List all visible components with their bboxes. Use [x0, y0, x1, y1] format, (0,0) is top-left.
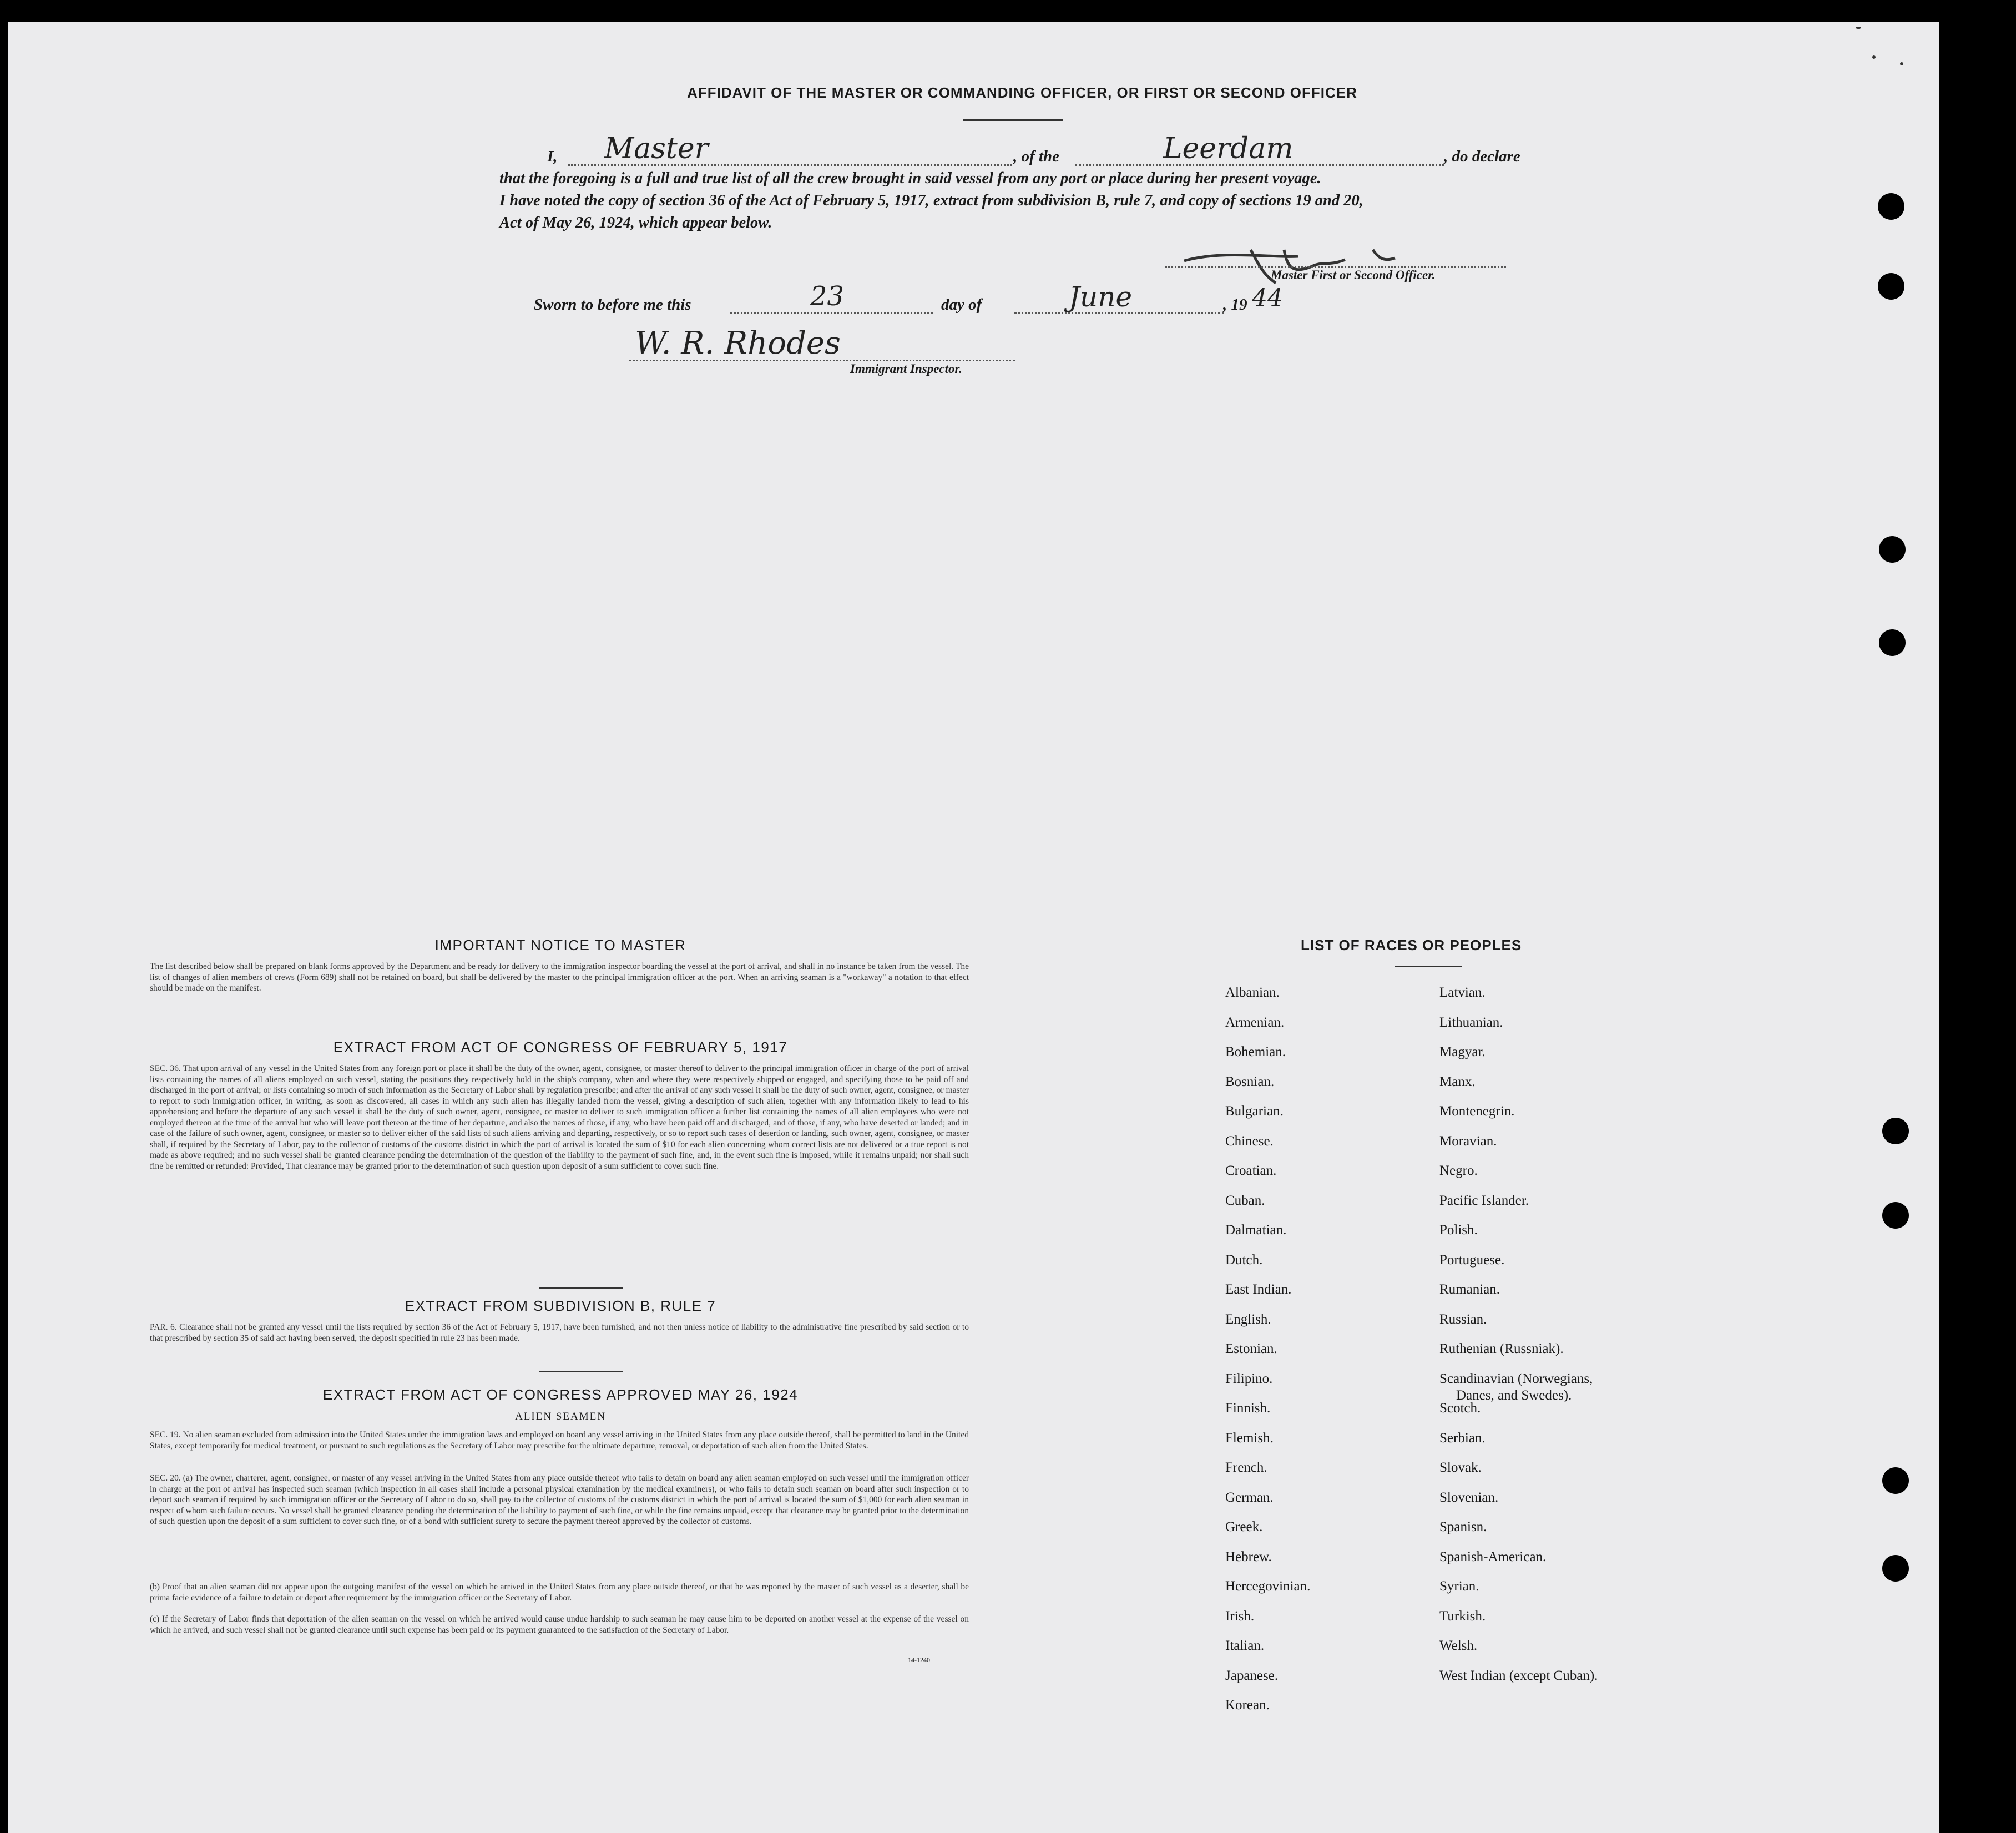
race-item: Magyar. [1439, 1044, 1486, 1059]
i-label: I, [547, 148, 558, 165]
race-item: Spanish-American. [1439, 1549, 1547, 1564]
race-item: Bohemian. [1225, 1044, 1286, 1059]
punch-hole [1879, 629, 1906, 656]
race-item: Scotch. [1439, 1401, 1481, 1416]
extract-1924-sec20c: (c) If the Secretary of Labor finds that deportation of the alien seaman on the vessel on which he arrived would cause undue hardship to such seaman he may cause him to be deported on another vessel at the expense of the vessel on which he arrived, and such vessel shall not be granted clearance until such expense has been paid or its payment guaranteed to the satisfaction of the Secretary of Labor. [150, 1614, 969, 1635]
extract-rule7-text: PAR. 6. Clearance shall not be granted any vessel until the lists required by section 36 of the Act of February 5, 1917, have been furnished, and not then unless notice of liability to the administrative fine prescribed by said section or to that prescribed by section 35 of said act having been served, the deposit specified in rule 23 has been made. [150, 1322, 969, 1343]
day-of-label: day of [941, 296, 982, 314]
extract-1917-text: SEC. 36. That upon arrival of any vessel in the United States from any foreign port or place it shall be the duty of the owner, agent, consignee, or master thereof to deliver to the principal immigration officer in charge of the port of arrival lists containing the names of all aliens employed on such vessel, stating the positions they respectively hold in the ship's company, when and where they were respectively shipped or engaged, and specifying those to be paid off and discharged in the port of arrival; or lists containing so much of such information as the Secretary of Labor shall by regulation prescribe; and after the arrival of any such vessel it shall be the duty of such owner, agent, consignee, or master to report to such immigration officer, in writing, as soon as discovered, all cases in which any such alien has illegally landed from the vessel, giving a description of such alien, together with any information likely to lead to his apprehension; and before the departure of any such vessel it shall be the duty of such owner, agent, consignee, or master to deliver to such immigration officer a further list containing the names of all alien employees who were not employed thereon at the time of the arrival but who will leave port thereon at the time of her departure, and also the names of those, if any, who have been paid off and discharged, and of those, if any, who have deserted or landed; and in case of the failure of such owner, agent, consignee, or master so to deliver either of the said lists of such aliens arriving and departing, respectively, or so to report such cases of desertion or landing, such owner, agent, consignee, or master shall, if required by the Secretary of Labor, pay to the collector of customs of the customs district in which the port of arrival is located the sum of $10 for each alien concerning whom correct lists are not delivered or a true report is not made as above required; and no such vessel shall be granted clearance pending the determination of the question of the liability to the payment of such fine, and, in the event such fine is imposed, while it remains unpaid; nor shall such fine be remitted or refunded: Provided, That clearance may be granted prior to the determination of such question upon deposit of a sum sufficient to cover such fine. [150, 1064, 969, 1171]
statement-line-1: that the foregoing is a full and true list of all the crew brought in said vessel from any port or place during her present voyage. [499, 170, 1321, 187]
race-item: Lithuanian. [1439, 1014, 1503, 1030]
race-item: German. [1225, 1489, 1274, 1505]
race-item: Scandinavian (Norwegians, [1439, 1371, 1593, 1386]
handwritten-vessel: Leerdam [1163, 132, 1294, 165]
extract-1924-title: EXTRACT FROM ACT OF CONGRESS APPROVED MAY 26, 1924 [322, 1386, 799, 1403]
scan-speck [1872, 55, 1876, 59]
race-item: Danes, and Swedes). [1456, 1387, 1572, 1403]
race-item: Montenegrin. [1439, 1104, 1515, 1119]
race-item: Chinese. [1225, 1133, 1274, 1149]
form-number: 14-1240 [908, 1656, 930, 1664]
document-page [8, 22, 1939, 1833]
scan-speck [1856, 27, 1861, 29]
handwritten-year: 44 [1252, 284, 1283, 312]
officer-caption: Master First or Second Officer. [1271, 268, 1436, 282]
race-item: Croatian. [1225, 1163, 1277, 1178]
notice-title: IMPORTANT NOTICE TO MASTER [434, 937, 686, 953]
sworn-label: Sworn to before me this [534, 296, 691, 314]
punch-hole [1882, 1202, 1909, 1229]
race-item: West Indian (except Cuban). [1439, 1668, 1598, 1683]
race-item: Irish. [1225, 1608, 1255, 1624]
handwritten-day: 23 [810, 281, 845, 312]
races-title: LIST OF RACES OR PEOPLES [1301, 937, 1522, 953]
of-the-label: , of the [1013, 148, 1059, 165]
race-item: East Indian. [1225, 1282, 1292, 1297]
race-item: Bulgarian. [1225, 1104, 1284, 1119]
extract-1917-title: EXTRACT FROM ACT OF CONGRESS OF FEBRUARY 5, 1917 [333, 1039, 788, 1056]
race-item: Armenian. [1225, 1014, 1285, 1030]
extract-1924-sec20b: (b) Proof that an alien seaman did not appear upon the outgoing manifest of the vessel on which he arrived in the United States from any place outside thereof, or that he was reported by the master of such vessel as a deserter, shall be prima facie evidence of a failure to detain or deport after requirement by the immigration officer or the Secretary of Labor. [150, 1582, 969, 1603]
race-item: Negro. [1439, 1163, 1478, 1178]
handwritten-name: Master [604, 132, 709, 165]
notice-text: The list described below shall be prepared on blank forms approved by the Department and be ready for delivery to the immigration inspector boarding the vessel at the port of arrival, and shall in no instance be taken from the vessel. The list of changes of alien members of crews (Form 689) shall not be retained on board, but shall be delivered by the master to the principal immigration officer at the port. When an arriving seaman is a "workaway" a notation to that effect should be made on the manifest. [150, 962, 969, 993]
race-item: Pacific Islander. [1439, 1193, 1529, 1208]
race-item: Albanian. [1225, 985, 1280, 1000]
race-item: Welsh. [1439, 1638, 1478, 1653]
handwritten-inspector: W. R. Rhodes [635, 325, 841, 361]
statement-line-2: I have noted the copy of section 36 of the Act of February 5, 1917, extract from subdivision B, rule 7, and copy of sections 19 and 20, [499, 192, 1363, 209]
race-item: Syrian. [1439, 1579, 1479, 1594]
race-item: Spanisn. [1439, 1519, 1487, 1534]
day-line [730, 312, 933, 314]
race-item: Filipino. [1225, 1371, 1273, 1386]
inspector-line [629, 360, 1015, 361]
race-item: Polish. [1439, 1223, 1478, 1238]
race-item: Rumanian. [1439, 1282, 1500, 1297]
punch-hole [1878, 273, 1904, 300]
statement-line-3: Act of May 26, 1924, which appear below. [499, 214, 772, 231]
handwritten-month: June [1069, 281, 1133, 313]
race-item: Flemish. [1225, 1430, 1274, 1446]
section-divider [539, 1287, 623, 1289]
race-item: Manx. [1439, 1074, 1476, 1089]
race-item: Russian. [1439, 1311, 1487, 1327]
affidavit-title: AFFIDAVIT OF THE MASTER OR COMMANDING OFFICER, OR FIRST OR SECOND OFFICER [687, 84, 1357, 101]
punch-hole [1882, 1555, 1909, 1582]
extract-1924-sec20a: SEC. 20. (a) The owner, charterer, agent, consignee, or master of any vessel arriving in the United States from any place outside thereof who fails to detain on board any alien seaman employed on such vessel until the immigration officer in charge at the port of arrival has inspected such seaman (which inspection in all cases shall include a personal physical examination by the medical examiners), or who fails to detain such seaman on board after such inspection or to deport such seaman if required by such immigration officer or the Secretary of Labor to do so, shall pay to the collector of customs of the customs district in which the port of arrival is located the sum of $1,000 for each alien seaman in respect of whom such failure occurs. No vessel shall be granted clearance pending the determination of the liability to payment of such fine, or while the fine remains unpaid, except that clearance may be granted prior to the determination of such question upon the deposit of a sum sufficient to cover such fine, or of a bond with sufficient surety to secure the payment thereof approved by the collector of customs. [150, 1473, 969, 1526]
race-item: Finnish. [1225, 1401, 1271, 1416]
race-item: Serbian. [1439, 1430, 1486, 1446]
race-item: Ruthenian (Russniak). [1439, 1341, 1564, 1356]
race-item: English. [1225, 1311, 1271, 1327]
race-item: Estonian. [1225, 1341, 1277, 1356]
race-item: Dalmatian. [1225, 1223, 1287, 1238]
race-item: Dutch. [1225, 1252, 1263, 1268]
do-declare-label: , do declare [1444, 148, 1520, 165]
extract-1924-sec19: SEC. 19. No alien seaman excluded from admission into the United States under the immigration laws and employed on board any vessel arriving in the United States from any place outside thereof, shall be permitted to land in the United States, except temporarily for medical treatment, or pursuant to such regulations as the Secretary of Labor may prescribe for the ultimate departure, removal, or deportation of such alien from the United States. [150, 1430, 969, 1451]
section-divider [539, 1371, 623, 1372]
race-item: Hebrew. [1225, 1549, 1272, 1564]
race-item: Turkish. [1439, 1608, 1486, 1624]
race-item: Bosnian. [1225, 1074, 1275, 1089]
alien-seamen-subtitle: ALIEN SEAMEN [515, 1411, 606, 1422]
inspector-caption: Immigrant Inspector. [850, 362, 962, 376]
race-item: Italian. [1225, 1638, 1265, 1653]
race-item: Korean. [1225, 1698, 1270, 1713]
year-prefix: , 19 [1223, 296, 1247, 314]
scan-speck [1900, 62, 1903, 65]
title-divider [963, 119, 1063, 121]
race-item: Hercegovinian. [1225, 1579, 1311, 1594]
punch-hole [1878, 193, 1904, 220]
punch-hole [1882, 1467, 1909, 1494]
race-item: Moravian. [1439, 1133, 1497, 1149]
race-item: French. [1225, 1460, 1267, 1475]
race-item: Portuguese. [1439, 1252, 1505, 1268]
race-item: Slovenian. [1439, 1489, 1499, 1505]
race-item: Slovak. [1439, 1460, 1482, 1475]
races-divider [1395, 966, 1462, 967]
punch-hole [1879, 536, 1906, 563]
race-item: Cuban. [1225, 1193, 1265, 1208]
race-item: Japanese. [1225, 1668, 1279, 1683]
punch-hole [1882, 1118, 1909, 1144]
race-item: Greek. [1225, 1519, 1263, 1534]
extract-rule7-title: EXTRACT FROM SUBDIVISION B, RULE 7 [405, 1297, 716, 1314]
race-item: Latvian. [1439, 985, 1486, 1000]
